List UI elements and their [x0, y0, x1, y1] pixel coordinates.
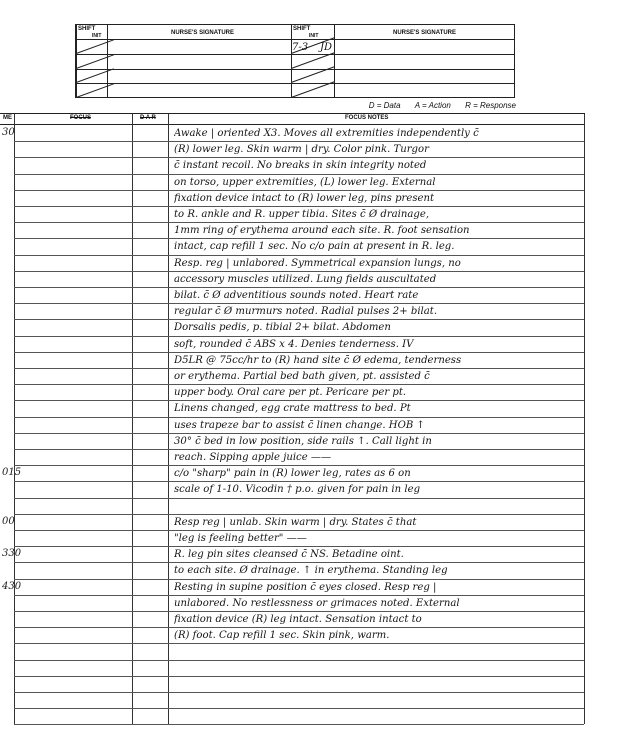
entry-time: 330	[2, 548, 22, 560]
note-line: uses trapeze bar to assist c̄ linen change. HOB ↑	[174, 419, 425, 431]
note-line: or erythema. Partial bed bath given, pt. assisted c̄	[174, 371, 430, 382]
time-column-header: ME	[3, 115, 12, 121]
note-line	[174, 499, 574, 515]
ruled-line	[14, 724, 584, 725]
note-line: fixation device (R) leg intact. Sensation intact to	[174, 614, 422, 625]
legend-response: R = Response	[465, 101, 516, 110]
entry-time: 00	[2, 515, 15, 527]
note-line: "leg is feeling better" ——	[174, 533, 307, 544]
note-line: reach. Sipping apple juice ——	[174, 452, 332, 463]
dar-column-header: D A R	[140, 115, 156, 121]
note-line: to R. ankle and R. upper tibia. Sites c̄ Ø drainage,	[174, 209, 430, 220]
note-line: 30° c̄ bed in low position, side rails ↑. Call light in	[174, 435, 432, 447]
shift-header-right: SHIFT	[293, 26, 311, 32]
init-header-right: INIT	[309, 33, 319, 39]
note-line: on torso, upper extremities, (L) lower leg. External	[174, 176, 436, 188]
note-line: (R) foot. Cap refill 1 sec. Skin pink, warm.	[174, 630, 390, 642]
note-line: Linens changed, egg crate mattress to bed. Pt	[174, 403, 411, 415]
note-line: fixation device intact to (R) lower leg, pins present	[174, 192, 435, 204]
entry-time: 430	[2, 580, 22, 592]
shift-header-left: SHIFT	[78, 26, 96, 32]
note-line: (R) lower leg. Skin warm | dry. Color pink. Turgor	[174, 144, 429, 156]
note-line: Dorsalis pedis, p. tibial 2+ bilat. Abdomen	[174, 322, 391, 334]
entry-time: 015	[2, 467, 22, 479]
note-line: Resp reg | unlab. Skin warm | dry. States c̄ that	[174, 516, 417, 528]
init-header-left: INIT	[92, 33, 102, 39]
nurse-signature-header-right: NURSE'S SIGNATURE	[393, 30, 456, 36]
note-line: Resting in supine position c̄ eyes closed. Resp reg |	[174, 581, 437, 593]
handwritten-shift: 7-3	[292, 42, 309, 53]
ruled-line	[14, 708, 584, 709]
note-line: bilat. c̄ Ø adventitious sounds noted. Heart rate	[174, 290, 419, 301]
focus-notes-column-header: FOCUS NOTES	[345, 115, 389, 121]
note-line: unlabored. No restlessness or grimaces noted. External	[174, 597, 460, 609]
note-line	[174, 661, 574, 677]
note-line	[174, 644, 574, 660]
note-line: R. leg pin sites cleansed c̄ NS. Betadine oint.	[174, 549, 404, 561]
legend-action: A = Action	[414, 101, 451, 110]
note-line: soft, rounded c̄ ABS x 4. Denies tenderness. IV	[174, 338, 414, 350]
note-line: D5LR @ 75cc/hr to (R) hand site c̄ Ø edema, tenderness	[174, 354, 462, 366]
ruled-line	[14, 692, 584, 693]
note-line: c/o "sharp" pain in (R) lower leg, rates as 6 on	[174, 468, 411, 480]
note-line: c̄ instant recoil. No breaks in skin integrity noted	[174, 160, 427, 172]
focus-column-header: FOCUS	[70, 115, 91, 121]
handwritten-initials: JD	[320, 42, 333, 53]
note-line: accessory muscles utilized. Lung fields auscultated	[174, 273, 437, 285]
note-line: to each site. Ø drainage. ↑ in erythema. Standing leg	[174, 565, 448, 577]
legend	[357, 101, 516, 110]
nurse-signature-header-left: NURSE'S SIGNATURE	[171, 30, 234, 36]
note-line: 1mm ring of erythema around each site. R. foot sensation	[174, 225, 470, 237]
note-line: Resp. reg | unlabored. Symmetrical expansion lungs, no	[174, 257, 461, 269]
note-line: scale of 1-10. Vicodin † p.o. given for pain in leg	[174, 484, 421, 496]
note-line: regular c̄ Ø murmurs noted. Radial pulses 2+ bilat.	[174, 306, 438, 318]
entry-time: 30	[2, 127, 15, 138]
note-line: upper body. Oral care per pt. Pericare per pt.	[174, 387, 407, 399]
note-line: intact, cap refill 1 sec. No c/o pain at present in R. leg.	[174, 241, 455, 253]
signature-table	[75, 24, 515, 98]
legend-data: D = Data	[368, 101, 401, 110]
note-line: Awake | oriented X3. Moves all extremities independently c̄	[174, 128, 479, 139]
